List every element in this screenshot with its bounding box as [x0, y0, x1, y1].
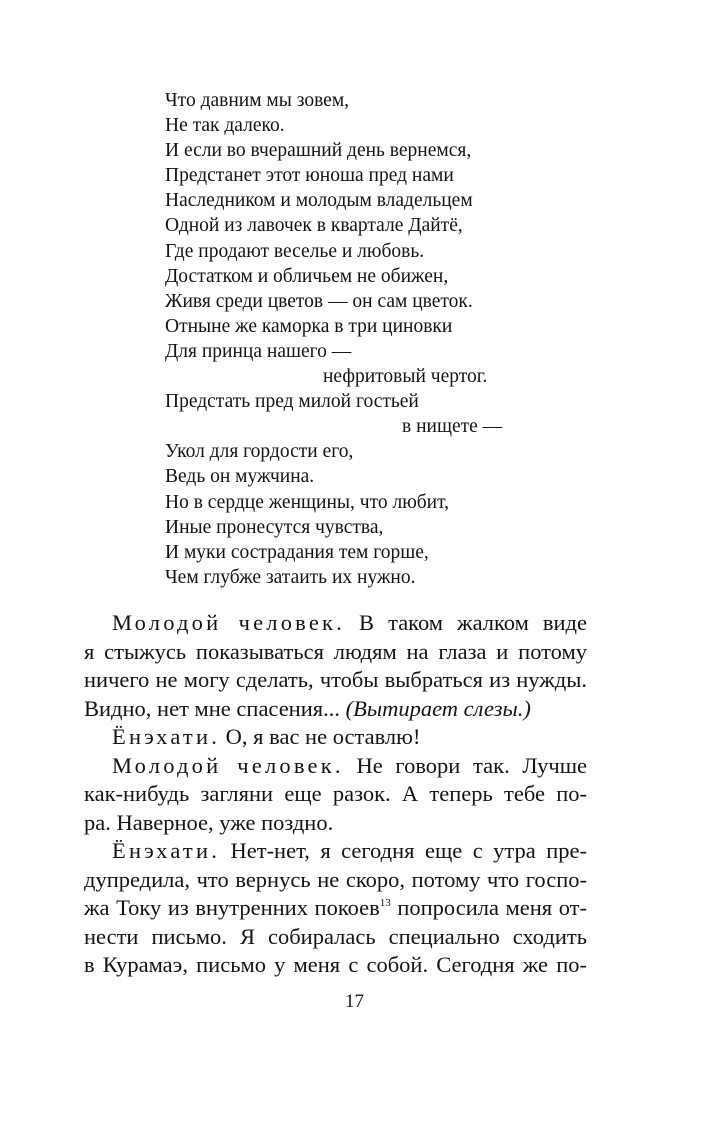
dialogue-line: нести письмо. Я собиралась специально сходить — [84, 923, 587, 949]
verse-line: Но в сердце женщины, что любит, — [165, 491, 450, 513]
dialogue-text: В таком жалком виде — [359, 610, 587, 635]
verse-line: Что давним мы зовем, — [165, 90, 350, 111]
verse-line: Чем глубже затаить их нужно. — [165, 566, 416, 588]
dialogue-line — [84, 723, 587, 752]
dialogue-line — [84, 752, 587, 781]
dialogue-line — [84, 609, 587, 638]
verse-line: Наследником и молодым владельцем — [165, 190, 473, 212]
verse-line: Не так далеко. — [165, 115, 285, 137]
dialogue-text: Не говори так. Лучше — [356, 752, 588, 778]
verse-line: И если во вчерашний день вернемся, — [165, 140, 472, 162]
verse-line: Где продают веселье и любовь. — [165, 240, 425, 262]
speaker-name: Молодой человек. — [112, 752, 344, 778]
dialogue-block — [84, 609, 587, 980]
verse-line-indented: нефритовый чертог. — [323, 366, 488, 388]
verse-line: Отныне же каморка в три циновки — [165, 315, 453, 337]
dialogue-line: в Курамаэ, письмо у меня с собой. Сегодня же по- — [84, 952, 587, 977]
dialogue-line: я стыжусь показываться людям на глаза и потому — [84, 638, 587, 664]
dialogue-text: Видно, нет мне спасения... — [84, 695, 340, 721]
dialogue-line — [84, 837, 587, 866]
speaker-name: Молодой человек. — [112, 610, 346, 635]
verse-line: Ведь он мужчина. — [165, 466, 315, 488]
dialogue-text: попросила меня от- — [397, 895, 587, 920]
dialogue-line — [84, 894, 587, 923]
dialogue-line: ра. Наверное, уже поздно. — [84, 809, 334, 835]
verse-block — [165, 88, 585, 590]
verse-line-indented: в нищете — — [402, 416, 503, 438]
verse-line: Иные пронесутся чувства, — [165, 516, 384, 538]
dialogue-text: жа Току из внутренних покоев — [84, 895, 380, 920]
stage-direction: (Вытирает слезы.) — [345, 695, 531, 721]
footnote-marker[interactable]: 13 — [379, 897, 391, 909]
verse-line: Предстать пред милой гостьей — [165, 391, 419, 413]
verse-line: Достатком и обличьем не обижен, — [165, 265, 449, 287]
dialogue-line: дупредила, что вернусь не скоро, потому что госпо- — [84, 866, 587, 892]
page-number: 17 — [345, 991, 364, 1012]
verse-line: Одной из лавочек в квартале Дайтё, — [165, 215, 463, 237]
verse-line: Живя среди цветов — он сам цветок. — [165, 290, 473, 312]
speaker-name: Ёнэхати. — [112, 838, 221, 863]
dialogue-text: Нет-нет, я сегодня еще с утра пре- — [230, 838, 587, 863]
speaker-name: Ёнэхати. — [112, 724, 221, 749]
verse-line: Для принца нашего — — [165, 340, 352, 362]
verse-line: И муки сострадания тем горше, — [165, 541, 429, 563]
dialogue-line — [84, 695, 587, 724]
dialogue-line: как-нибудь загляни еще разок. А теперь тебе по- — [84, 781, 587, 806]
verse-line: Укол для гордости его, — [165, 441, 354, 463]
dialogue-text: О, я вас не оставлю! — [225, 724, 421, 749]
dialogue-line: ничего не могу сделать, чтобы выбраться из нужды. — [84, 667, 587, 692]
verse-line: Предстанет этот юноша пред нами — [165, 165, 454, 187]
